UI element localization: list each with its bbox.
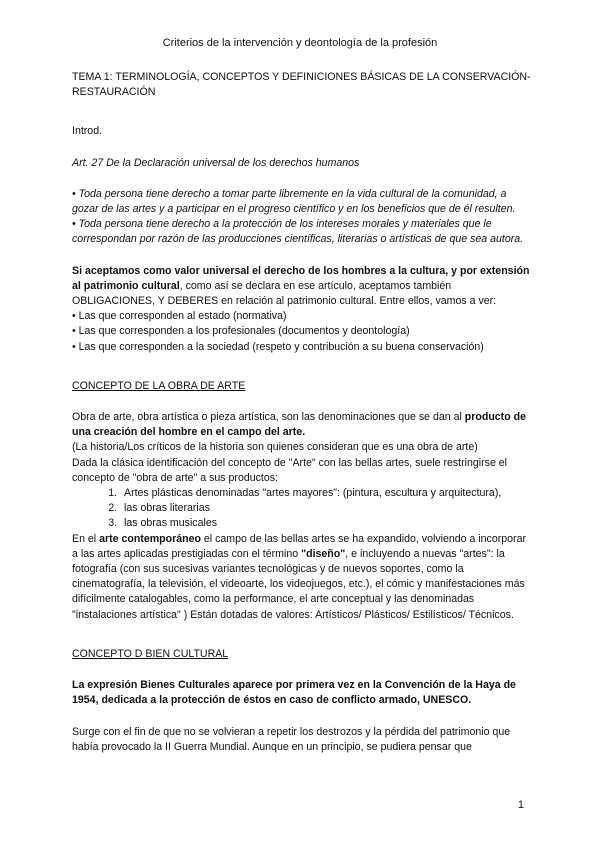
- paragraph-obligations-bold: Si aceptamos como valor universal el derecho de los hombres a la cultura, y por extensión al patrimonio cultural: [72, 264, 530, 292]
- list-item: 3. las obras musicales: [120, 516, 532, 531]
- bold-run: "diseño": [301, 547, 346, 560]
- intro-label: Introd.: [72, 125, 103, 138]
- section-heading-tema: TEMA 1: TERMINOLOGÍA, CONCEPTOS Y DEFINICIONES BÁSICAS DE LA CONSERVACIÓN-RESTAURACIÓN: [72, 71, 531, 99]
- paragraph-obra-definition-text: Obra de arte, obra artística o pieza artística, son las denominaciones que se dan al: [72, 411, 465, 424]
- section-heading-bien-cultural: CONCEPTO D BIEN CULTURAL: [72, 647, 229, 660]
- document-body: [72, 70, 532, 755]
- paragraph-obra-definition-bold: producto de una creación del hombre en el campo del arte.: [72, 411, 526, 439]
- quote-item-2: • Toda persona tiene derecho a la protección de los intereses morales y materiales que le correspondan por razón de las producciones científicas, literarias o artísticas de que sea autora.: [72, 218, 524, 246]
- paragraph-arte-contemporaneo: [72, 532, 532, 623]
- paragraph-origen: Surge con el fin de que no se volvieran a repetir los destrozos y la pérdida del patrimonio que había provocado la II Guerra Mundial. Aunque en un principio, se pudiera pensar que: [72, 725, 511, 753]
- list-item: • Las que corresponden a la sociedad (respeto y contribución a su buena conservación): [72, 340, 484, 353]
- text-run: , e incluyendo a nuevas "artes": la fotografía (con sus sucesivas variantes tecnológicas y de nuevos soportes, como la cinematografía, la televisión, el videoarte, los videojuegos, etc.), el cómic y manifestaciones más difícilmente catalogables, como la performance, el arte conceptual y las denominadas "instalaciones artística" ) Están dotadas de valores: Artísticos/ Plásticos/ Estilísticos/ Técnicos.: [72, 547, 525, 621]
- section-heading-obra-de-arte: CONCEPTO DE LA OBRA DE ARTE: [72, 379, 246, 392]
- paragraph-convencion-haya: [72, 678, 532, 708]
- paragraph-obra-definition: [72, 410, 532, 440]
- paragraph-convencion-haya-bold: La expresión Bienes Culturales aparece por primera vez en la Convención de la Haya de 1954, dedicada a la protección de éstos en caso de conflicto armado, UNESCO.: [72, 679, 516, 707]
- text-run: el campo de las bellas artes se ha expandido, volviendo a incorporar a las artes aplicadas prestigiadas con el término: [72, 532, 527, 560]
- text-run: En el: [72, 532, 100, 545]
- bold-run: arte contemporáneo: [99, 532, 201, 545]
- list-item: 1. Artes plásticas denominadas "artes mayores": (pintura, escultura y arquitectura),: [120, 486, 532, 501]
- paragraph-obligations-text: , como así se declara en ese artículo, aceptamos también OBLIGACIONES, Y DEBERES en relación al patrimonio cultural. Entre ellos, vamos a ver:: [72, 279, 497, 308]
- paragraph-bellas-artes: Dada la clásica identificación del concepto de "Arte" con las bellas artes, suele restringirse el concepto de "obra de arte" a sus productos:: [72, 456, 508, 484]
- running-header: Criterios de la intervención y deontología de la profesión: [162, 37, 438, 49]
- quote-item-1: • Toda persona tiene derecho a tomar parte libremente en la vida cultural de la comunidad, a gozar de las artes y a participar en el progreso científico y en los beneficios que de él resulten.: [72, 187, 516, 216]
- list-item: • Las que corresponden al estado (normativa): [72, 310, 287, 323]
- numbered-list: [72, 486, 532, 532]
- article-reference: Art. 27 De la Declaración universal de los derechos humanos: [72, 156, 360, 169]
- paragraph-criticos: (La historia/Los críticos de la historia son quienes consideran que es una obra de arte): [72, 441, 478, 454]
- page-number: 1: [517, 799, 524, 811]
- list-item: 2. las obras literarias: [120, 501, 532, 516]
- list-item: • Las que corresponden a los profesionales (documentos y deontología): [72, 325, 410, 338]
- paragraph-obligations: [72, 264, 532, 310]
